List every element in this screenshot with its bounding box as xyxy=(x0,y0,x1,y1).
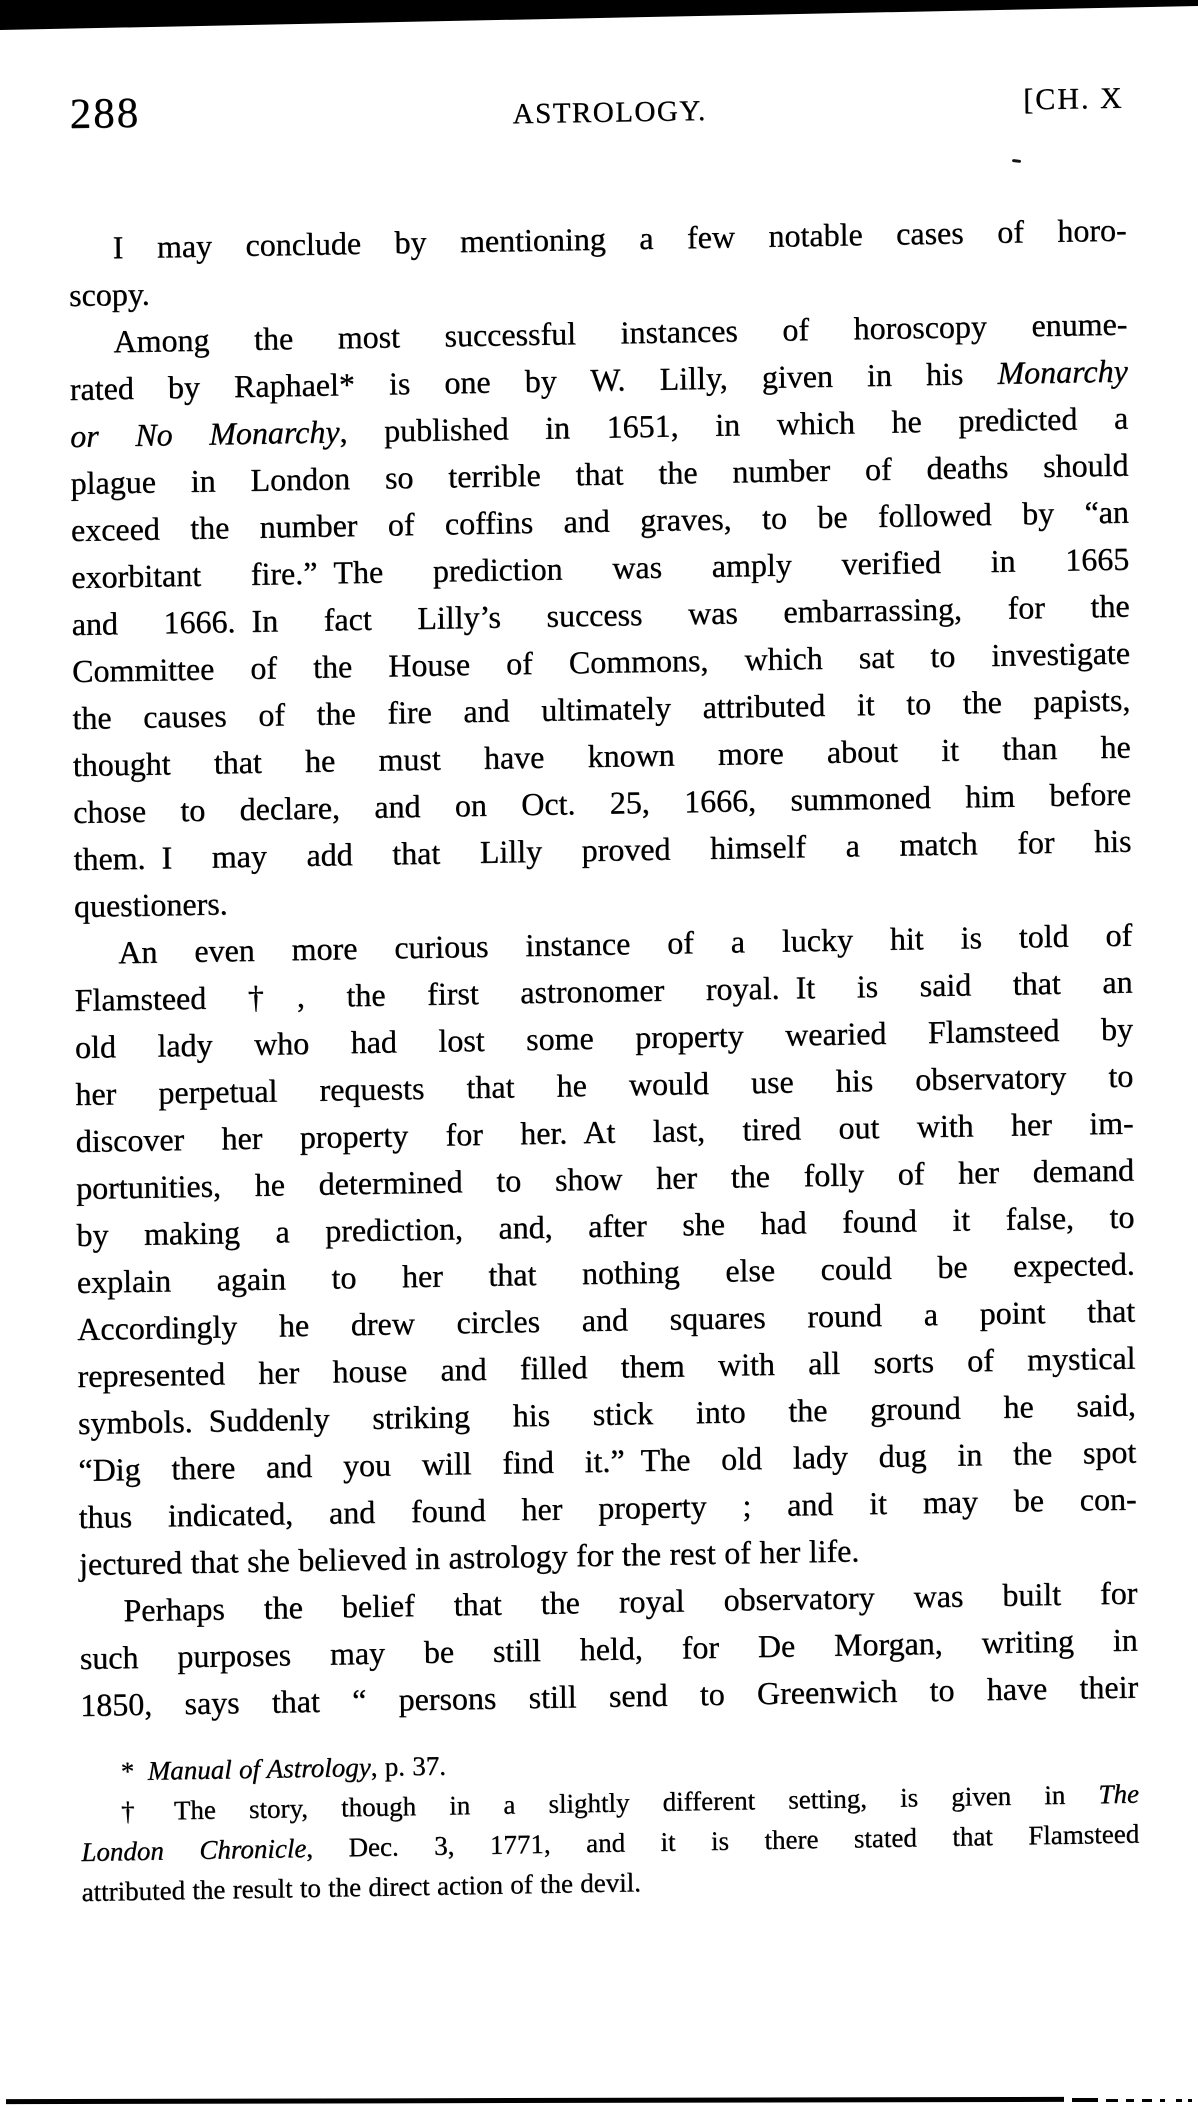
text-segment: symbols. Suddenly striking his stick into the ground he said, xyxy=(77,1386,1136,1441)
text-segment: 1850, says that “ persons still send to Greenwich to have their xyxy=(79,1668,1139,1723)
footnotes xyxy=(81,1733,1140,1911)
text-segment: the causes of the fire and ultimately attributed it to the papists, xyxy=(72,681,1131,736)
text-segment: I may conclude by mentioning a few notable cases of horo- xyxy=(112,211,1127,266)
text-segment: such purposes may be still held, for De Morgan, writing in xyxy=(79,1621,1138,1676)
text-segment: The xyxy=(1098,1778,1139,1810)
text-segment: exorbitant fire.” The prediction was amply verified in 1665 xyxy=(71,540,1130,595)
scan-speck xyxy=(1012,159,1021,163)
text-segment: chose to declare, and on Oct. 25, 1666, summoned him before xyxy=(72,775,1132,830)
paragraph xyxy=(79,1569,1138,1728)
text-segment: discover her property for her. At last, tired out with her im- xyxy=(75,1104,1134,1159)
text-segment: old lady who had lost some property wearied Flamsteed by xyxy=(74,1010,1133,1065)
text-segment: thus indicated, and found her property ; and it may be con- xyxy=(78,1480,1137,1535)
text-segment: explain again to her that nothing else could be expected. xyxy=(76,1245,1135,1300)
chapter-marker: [CH. X xyxy=(1023,81,1124,117)
text-segment: thought that he must have known more about it than he xyxy=(72,728,1131,783)
text-segment: Among the most successful instances of horoscopy enume- xyxy=(113,305,1128,360)
scan-artifact-dash xyxy=(1188,2099,1192,2102)
page-content xyxy=(67,0,1141,1990)
text-segment: Manual of Astrology xyxy=(147,1751,371,1786)
body-text xyxy=(69,207,1139,1729)
text-segment: Accordingly he drew circles and squares round a point that xyxy=(77,1292,1136,1347)
text-segment: portunities, he determined to show her the folly of her demand xyxy=(75,1151,1135,1206)
page-number: 288 xyxy=(69,89,141,138)
text-segment: London Chronicle xyxy=(81,1833,307,1867)
text-segment: scopy. xyxy=(68,275,150,313)
scan-artifact-dash xyxy=(1142,2099,1152,2102)
text-segment: Perhaps the belief that the royal observatory was built for xyxy=(123,1574,1138,1629)
scan-artifact-bottom-line xyxy=(6,2097,1064,2104)
text-segment: , Dec. 3, 1771, and it is there stated that Flamsteed xyxy=(306,1818,1140,1864)
text-segment: exceed the number of coffins and graves, to be followed by “an xyxy=(70,493,1129,548)
text-segment: and 1666. In fact Lilly’s success was embarrassing, for the xyxy=(71,587,1130,642)
paragraph xyxy=(69,301,1132,930)
text-segment: Monarchy xyxy=(997,352,1128,391)
text-segment: plague in London so terrible that the number of deaths should xyxy=(70,446,1129,501)
text-segment: , p. 37. xyxy=(370,1750,446,1782)
running-title: ASTROLOGY. xyxy=(512,94,707,131)
text-segment: An even more curious instance of a lucky hit is told of xyxy=(118,916,1133,971)
text-segment: , published in 1651, in which he predicted a xyxy=(339,399,1129,450)
text-segment: or No Monarchy xyxy=(70,413,340,454)
text-segment: Flamsteed †, the first astronomer royal. It is said that an xyxy=(74,963,1133,1018)
text-segment: attributed the result to the direct action of the devil. xyxy=(81,1867,641,1907)
text-segment: rated by Raphael* is one by W. Lilly, given in his xyxy=(69,354,998,407)
paragraph xyxy=(69,207,1128,319)
text-segment: “Dig there and you will find it.” The old lady dug in the spot xyxy=(78,1433,1137,1488)
text-segment: questioners. xyxy=(73,885,228,924)
paragraph xyxy=(74,912,1137,1588)
text-segment: Committee of the House of Commons, which sat to investigate xyxy=(71,634,1131,689)
text-segment: jectured that she believed in astrology for the rest of her life. xyxy=(78,1532,860,1582)
scan-artifact-dash xyxy=(1176,2099,1182,2102)
scan-artifact-dash xyxy=(1106,2099,1118,2102)
scan-artifact-dash xyxy=(1160,2099,1165,2102)
text-segment: † The story, though in a slightly different setting, is given in xyxy=(120,1779,1099,1827)
text-segment: by making a prediction, and, after she had found it false, to xyxy=(76,1198,1135,1253)
text-segment: * xyxy=(120,1755,148,1787)
text-segment: them. I may add that Lilly proved himself a match for his xyxy=(73,822,1132,877)
text-segment: represented her house and filled them with all sorts of mystical xyxy=(77,1339,1136,1394)
text-segment: her perpetual requests that he would use his observatory to xyxy=(75,1057,1134,1112)
scan-artifact-dash xyxy=(1072,2098,1098,2102)
scan-artifact-dash xyxy=(1126,2099,1134,2102)
